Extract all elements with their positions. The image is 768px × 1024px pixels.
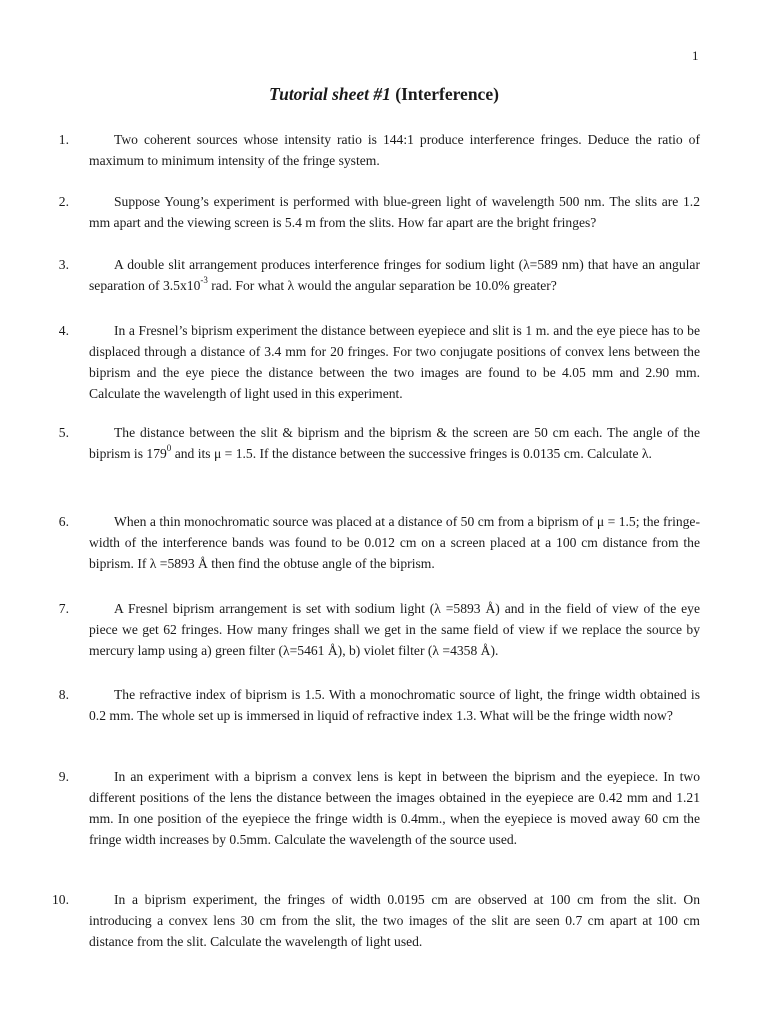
question-8 <box>58 684 700 726</box>
question-2 <box>58 191 700 233</box>
question-3 <box>58 254 700 296</box>
question-5 <box>58 422 700 464</box>
question-text: A Fresnel biprism arrangement is set with sodium light (λ =5893 Å) and in the field of view of the eye piece we get 62 fringes. How many fringes shall we get in the same field of view if we replace the source by mercury lamp using a) green filter (λ=5461 Å), b) violet filter (λ =4358 Å). <box>89 601 700 658</box>
question-text <box>89 254 700 296</box>
question-text-part: rad. For what λ would the angular separation be 10.0% greater? <box>211 278 557 293</box>
question-text <box>89 422 700 464</box>
question-number: 9. <box>58 769 69 784</box>
question-text: The refractive index of biprism is 1.5. With a monochromatic source of light, the fringe width obtained is 0.2 mm. The whole set up is immersed in liquid of refractive index 1.3. What will be the fringe width now? <box>89 687 700 723</box>
question-text-part: and its μ = 1.5. If the distance between the successive fringes is 0.0135 cm. Calculate λ. <box>171 446 652 461</box>
exponent: -3 <box>200 275 208 286</box>
question-number: 2. <box>58 194 69 209</box>
question-number: 6. <box>58 514 69 529</box>
question-text: In an experiment with a biprism a convex lens is kept in between the biprism and the eyepiece. In two different positions of the lens the distance between the images obtained in the eyepiece are 0.42 mm and 1.21 mm. In one position of the eyepiece the fringe width is 0.4mm., when the eyepiece is moved away 60 cm the fringe width increases by 0.5mm. Calculate the wavelength of the source used. <box>89 769 700 847</box>
degree-superscript: 0 <box>166 443 172 454</box>
question-7 <box>58 598 700 661</box>
question-number: 10. <box>52 892 69 907</box>
question-6 <box>58 511 700 574</box>
question-text-part: A double slit arrangement produces interference fringes for sodium light (λ=589 nm) that have an angular separation of 3.5x10 <box>89 257 700 293</box>
question-1 <box>58 129 700 171</box>
question-text: In a biprism experiment, the fringes of width 0.0195 cm are observed at 100 cm from the slit. On introducing a convex lens 30 cm from the slit, the two images of the slit are seen 0.7 cm apart at 100 cm distance from the slit. Calculate the wavelength of light used. <box>89 892 700 949</box>
page-number: 1 <box>692 48 699 63</box>
question-text: Two coherent sources whose intensity ratio is 144:1 produce interference fringes. Deduce the ratio of maximum to minimum intensity of the fringe system. <box>89 132 700 168</box>
question-text-part: The distance between the slit & biprism and the biprism & the screen are 50 cm each. The angle of the biprism is 179 <box>89 425 700 461</box>
title-subject: (Interference) <box>395 84 499 104</box>
title-italic: Tutorial sheet #1 <box>269 84 391 104</box>
question-number: 3. <box>58 257 69 272</box>
question-number: 5. <box>58 425 69 440</box>
question-10 <box>52 889 700 952</box>
page-title <box>0 84 768 105</box>
question-number: 1. <box>58 132 69 147</box>
question-text: In a Fresnel’s biprism experiment the distance between eyepiece and slit is 1 m. and the eye piece has to be displaced through a distance of 3.4 mm for 20 fringes. For two conjugate positions of convex lens between the biprism and the eye piece the distance between the two images are found to be 4.05 mm and 2.90 mm. Calculate the wavelength of light used in this experiment. <box>89 323 700 401</box>
question-text: When a thin monochromatic source was placed at a distance of 50 cm from a biprism of μ = 1.5; the fringe-width of the interference bands was found to be 0.012 cm on a screen placed at a 100 cm distance from the biprism. If λ =5893 Å then find the obtuse angle of the biprism. <box>89 514 700 571</box>
question-9 <box>58 766 700 850</box>
question-4 <box>58 320 700 404</box>
question-text: Suppose Young’s experiment is performed with blue-green light of wavelength 500 nm. The slits are 1.2 mm apart and the viewing screen is 5.4 m from the slits. How far apart are the bright fringes? <box>89 194 700 230</box>
question-number: 8. <box>58 687 69 702</box>
question-number: 7. <box>58 601 69 616</box>
question-number: 4. <box>58 323 69 338</box>
